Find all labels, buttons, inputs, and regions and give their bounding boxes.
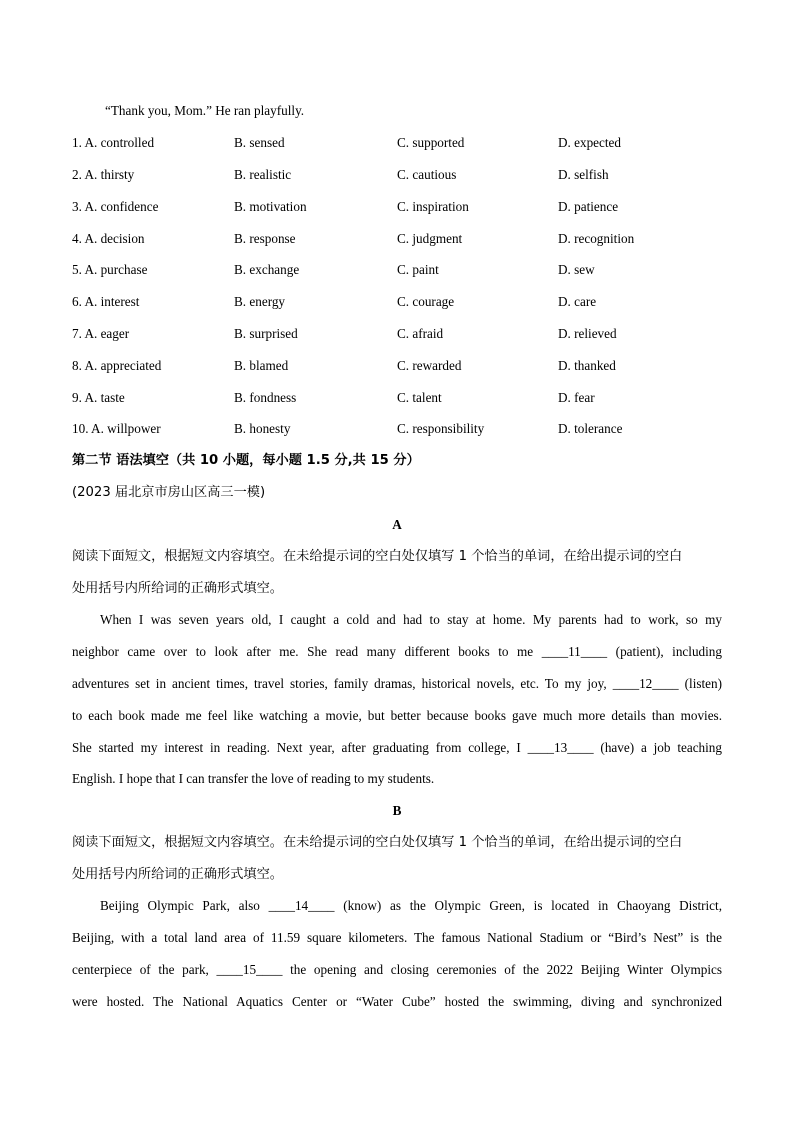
option-row-4 xyxy=(72,230,722,248)
option-a: 9. A. taste xyxy=(72,390,125,405)
option-b: B. response xyxy=(234,231,296,246)
option-b: B. exchange xyxy=(234,262,300,277)
option-d: D. care xyxy=(558,294,597,309)
option-d: D. fear xyxy=(558,390,595,405)
option-c: C. judgment xyxy=(397,231,463,246)
option-a: 10. A. willpower xyxy=(72,421,161,436)
passage-b-instruction-2: 处用括号内所给词的正确形式填空。 xyxy=(72,867,283,882)
option-row-6 xyxy=(72,293,722,311)
option-d: D. recognition xyxy=(558,231,635,246)
option-c: C. rewarded xyxy=(397,358,462,373)
passage-b-line: centerpiece of the park, ____15____ the opening and closing ceremonies of the 2022 Beijing Winter Olympics xyxy=(72,962,722,977)
option-a: 1. A. controlled xyxy=(72,135,155,150)
option-row-8 xyxy=(72,357,722,375)
option-d: D. patience xyxy=(558,199,619,214)
option-a: 7. A. eager xyxy=(72,326,130,341)
option-row-9 xyxy=(72,389,722,407)
passage-a-line: neighbor came over to look after me. She read many different books to me ____11____ (patient), including xyxy=(72,644,722,659)
option-row-10 xyxy=(72,420,722,438)
option-b: B. energy xyxy=(234,294,286,309)
passage-a-instruction-1: 阅读下面短文，根据短文内容填空。在未给提示词的空白处仅填写 1 个恰当的单词，在给出提示词的空白 xyxy=(72,549,683,564)
option-c: C. talent xyxy=(397,390,442,405)
passage-a-instruction-2: 处用括号内所给词的正确形式填空。 xyxy=(72,581,283,596)
option-row-2 xyxy=(72,166,722,184)
option-c: C. paint xyxy=(397,262,439,277)
passage-a-line: to each book made me feel like watching a movie, but better because books gave much more details than movies. xyxy=(72,708,722,723)
section-source: (2023 届北京市房山区高三一模) xyxy=(72,485,266,500)
option-b: B. realistic xyxy=(234,167,292,182)
option-row-3 xyxy=(72,198,722,216)
passage-b-line: Beijing, with a total land area of 11.59 square kilometers. The famous National Stadium or “Bird’s Nest” is the xyxy=(72,930,722,945)
option-b: B. motivation xyxy=(234,199,307,214)
option-c: C. inspiration xyxy=(397,199,469,214)
option-a: 6. A. interest xyxy=(72,294,140,309)
option-d: D. thanked xyxy=(558,358,616,373)
intro-line: “Thank you, Mom.” He ran playfully. xyxy=(105,103,305,118)
section-heading: 第二节 语法填空（共 10 小题，每小题 1.5 分,共 15 分） xyxy=(72,453,420,468)
option-d: D. expected xyxy=(558,135,621,150)
option-d: D. selfish xyxy=(558,167,609,182)
passage-b-instruction-1: 阅读下面短文，根据短文内容填空。在未给提示词的空白处仅填写 1 个恰当的单词，在给出提示词的空白 xyxy=(72,835,683,850)
option-d: D. relieved xyxy=(558,326,617,341)
option-row-7 xyxy=(72,325,722,343)
passage-a-line: adventures set in ancient times, travel stories, family dramas, historical novels, etc. To my joy, ____12____ (listen) xyxy=(72,676,722,691)
option-c: C. courage xyxy=(397,294,455,309)
passage-a-label: A xyxy=(392,517,402,532)
option-c: C. afraid xyxy=(397,326,444,341)
passage-a-line: When I was seven years old, I caught a cold and had to stay at home. My parents had to work, so my xyxy=(100,612,722,627)
option-c: C. cautious xyxy=(397,167,457,182)
option-a: 8. A. appreciated xyxy=(72,358,162,373)
option-a: 3. A. confidence xyxy=(72,199,159,214)
passage-a-line: She started my interest in reading. Next year, after graduating from college, I ____13____ (have) a job teaching xyxy=(72,740,722,755)
option-b: B. surprised xyxy=(234,326,298,341)
option-a: 4. A. decision xyxy=(72,231,145,246)
option-a: 2. A. thirsty xyxy=(72,167,135,182)
passage-b-label: B xyxy=(392,803,402,818)
passage-b-line: Beijing Olympic Park, also ____14____ (know) as the Olympic Green, is located in Chaoyang District, xyxy=(100,898,722,913)
option-b: B. blamed xyxy=(234,358,289,373)
option-d: D. tolerance xyxy=(558,421,623,436)
passage-b-line: were hosted. The National Aquatics Center or “Water Cube” hosted the swimming, diving and synchronized xyxy=(72,994,722,1009)
passage-a-line: English. I hope that I can transfer the love of reading to my students. xyxy=(72,771,435,786)
option-row-5 xyxy=(72,261,722,279)
option-c: C. responsibility xyxy=(397,421,485,436)
option-c: C. supported xyxy=(397,135,465,150)
option-b: B. honesty xyxy=(234,421,291,436)
option-b: B. fondness xyxy=(234,390,297,405)
option-b: B. sensed xyxy=(234,135,285,150)
option-d: D. sew xyxy=(558,262,595,277)
option-a: 5. A. purchase xyxy=(72,262,148,277)
option-row-1 xyxy=(72,134,722,152)
